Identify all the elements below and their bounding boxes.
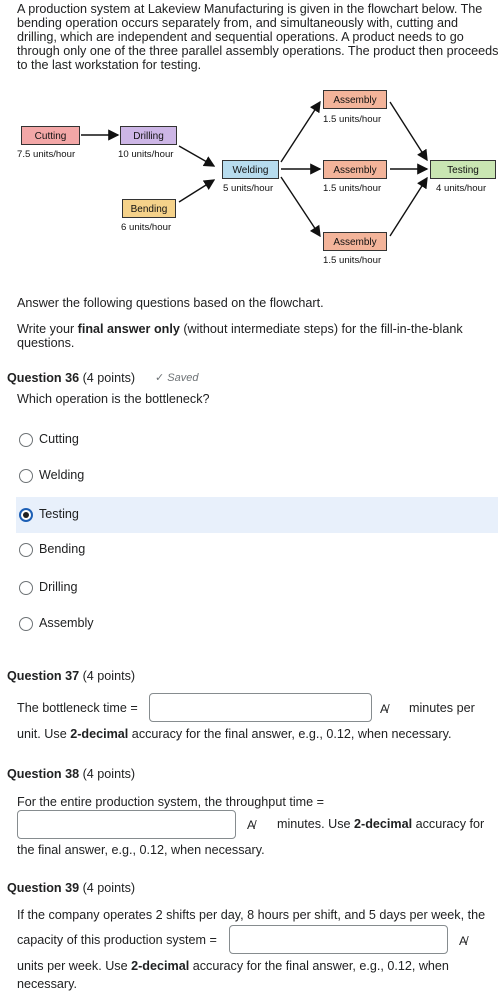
arrow-bending-welding bbox=[179, 180, 214, 202]
radio-button[interactable] bbox=[19, 433, 33, 447]
q36-prompt: Which operation is the bottleneck? bbox=[17, 392, 210, 406]
instructions-1: Answer the following questions based on the flowchart. bbox=[17, 296, 324, 310]
option-label: Cutting bbox=[39, 432, 79, 446]
q36-option-drilling[interactable] bbox=[16, 570, 498, 606]
option-label: Welding bbox=[39, 468, 85, 482]
q38-post-bold: 2-decimal bbox=[354, 817, 413, 831]
q37-title-text: Question 37 bbox=[7, 669, 80, 683]
instructions-2-pre: Write your bbox=[17, 322, 78, 336]
q38-text-post bbox=[277, 817, 484, 831]
assembly-top-box: Assembly bbox=[323, 90, 387, 109]
bending-box: Bending bbox=[122, 199, 176, 218]
q37-line2-bold: 2-decimal bbox=[70, 727, 129, 741]
drilling-box: Drilling bbox=[120, 126, 177, 145]
q36-option-bending[interactable] bbox=[16, 532, 498, 568]
q36-option-testing[interactable] bbox=[16, 497, 498, 533]
cutting-box: Cutting bbox=[21, 126, 80, 145]
assembly-mid-rate: 1.5 units/hour bbox=[323, 183, 382, 194]
q39-answer-input[interactable] bbox=[229, 925, 448, 954]
radio-button[interactable] bbox=[19, 617, 33, 631]
check-icon: ✓ bbox=[155, 372, 165, 384]
q38-title-text: Question 38 bbox=[7, 767, 80, 781]
arrow-assembly-bot-testing bbox=[390, 178, 427, 236]
q36-saved-label: Saved bbox=[167, 372, 199, 384]
arrow-welding-assembly-top bbox=[281, 102, 320, 162]
q39-line3 bbox=[17, 959, 449, 973]
q39-text-pre: capacity of this production system = bbox=[17, 933, 217, 947]
testing-box: Testing bbox=[430, 160, 496, 179]
q36-title-text: Question 36 bbox=[7, 371, 80, 385]
option-label: Drilling bbox=[39, 580, 78, 594]
q39-line3-pre: units per week. Use bbox=[17, 959, 132, 973]
q39-line1: If the company operates 2 shifts per day, 8 hours per shift, and 5 days per week, the bbox=[17, 908, 486, 922]
instructions-2-bold: final answer only bbox=[77, 322, 180, 336]
q39-points: (4 points) bbox=[82, 881, 136, 895]
q39-line4: necessary. bbox=[17, 977, 77, 991]
radio-button-selected[interactable] bbox=[19, 508, 33, 522]
assembly-top-rate: 1.5 units/hour bbox=[323, 114, 382, 125]
welding-box: Welding bbox=[222, 160, 279, 179]
bending-rate: 6 units/hour bbox=[121, 222, 172, 233]
drilling-rate: 10 units/hour bbox=[118, 149, 174, 160]
q37-line2-post: accuracy for the final answer, e.g., 0.12, when necessary. bbox=[128, 727, 452, 741]
q36-saved-status bbox=[155, 371, 198, 384]
arrow-assembly-top-testing bbox=[390, 102, 427, 160]
q36-title bbox=[7, 371, 135, 385]
radio-button[interactable] bbox=[19, 581, 33, 595]
problem-intro: A production system at Lakeview Manufacturing is given in the flowchart below. The bending operation occurs separately from, and simultaneously with, cutting and drilling, which are independent and sequential operations. A product needs to go through only one of the three parallel assembly operations. The product then proceeds to the last workstation for testing. bbox=[17, 2, 499, 72]
spellcheck-icon[interactable]: A̸ bbox=[380, 702, 389, 716]
option-label: Assembly bbox=[39, 616, 94, 630]
q36-option-cutting[interactable] bbox=[16, 422, 498, 458]
arrow-welding-assembly-bot bbox=[281, 177, 320, 236]
q37-line2 bbox=[17, 727, 452, 741]
q38-line3: the final answer, e.g., 0.12, when necessary. bbox=[17, 843, 265, 857]
radio-button[interactable] bbox=[19, 543, 33, 557]
q38-answer-input[interactable] bbox=[17, 810, 236, 839]
instructions-2 bbox=[17, 322, 487, 350]
q38-points: (4 points) bbox=[82, 767, 136, 781]
spellcheck-icon[interactable]: A̸ bbox=[247, 818, 256, 832]
q38-post-pre: minutes. Use bbox=[277, 817, 354, 831]
option-label: Bending bbox=[39, 542, 86, 556]
q37-title bbox=[7, 669, 135, 683]
welding-rate: 5 units/hour bbox=[223, 183, 274, 194]
q38-title bbox=[7, 767, 135, 781]
option-label: Testing bbox=[39, 507, 79, 521]
production-flowchart bbox=[0, 84, 504, 274]
q36-option-assembly[interactable] bbox=[16, 606, 498, 642]
q39-title bbox=[7, 881, 135, 895]
radio-button[interactable] bbox=[19, 469, 33, 483]
q38-text-pre: For the entire production system, the throughput time = bbox=[17, 795, 324, 809]
assembly-mid-box: Assembly bbox=[323, 160, 387, 179]
q39-line3-bold: 2-decimal bbox=[131, 959, 190, 973]
q37-answer-input[interactable] bbox=[149, 693, 372, 722]
q39-line3-post: accuracy for the final answer, e.g., 0.12, when bbox=[189, 959, 449, 973]
cutting-rate: 7.5 units/hour bbox=[17, 149, 76, 160]
instructions-2-post: (without intermediate steps) for the fill-in-the-blank questions. bbox=[17, 322, 463, 350]
assembly-bot-box: Assembly bbox=[323, 232, 387, 251]
q39-title-text: Question 39 bbox=[7, 881, 80, 895]
q38-post-post: accuracy for bbox=[412, 817, 485, 831]
q37-text-post: minutes per bbox=[409, 701, 475, 715]
assembly-bot-rate: 1.5 units/hour bbox=[323, 255, 382, 266]
q37-points: (4 points) bbox=[82, 669, 136, 683]
q37-text-pre: The bottleneck time = bbox=[17, 701, 138, 715]
arrow-drilling-welding bbox=[179, 146, 214, 166]
testing-rate: 4 units/hour bbox=[436, 183, 487, 194]
spellcheck-icon[interactable]: A̸ bbox=[459, 934, 468, 948]
q37-line2-pre: unit. Use bbox=[17, 727, 71, 741]
q36-points: (4 points) bbox=[82, 371, 136, 385]
q36-option-welding[interactable] bbox=[16, 458, 498, 494]
